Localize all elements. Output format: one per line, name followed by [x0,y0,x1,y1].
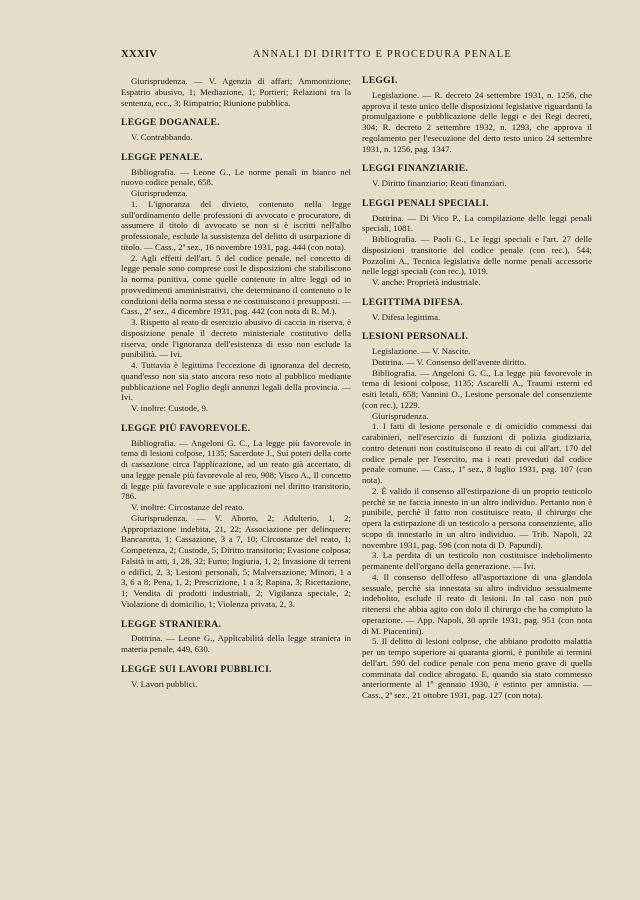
index-entry: V. inoltre: Circostanze del reato. [131,502,245,512]
index-entry: 2. Agli effetti dell'art. 5 del codice penale, nel concetto di legge penale sono comprese così le disposizioni che stabiliscono la norma punitiva, come quelle contenute in altre leggi od in provvedimenti amministrativi, che determinano il contenuto o le condizioni della norma stessa e ne costituiscono i presupposti. — Cass., 2ª sez., 4 dicembre 1931, pag. 442 (con nota di R. M.). [121,252,351,317]
index-entry: 4. Il consenso dell'offeso all'asportazione di una glandola sessuale, perchè sia innestata su altro individuo sessualmente indebolito, esclude il reato di lesioni. In tal caso non può ritenersi che abbia agito con dolo il chirurgo che ha compiuto la operazione. — App. Napoli, 30 aprile 1931, pag. 951 (con nota di M. Piacentini). [362,571,592,636]
index-heading: LEGGI PENALI SPECIALI. [362,197,489,209]
index-heading: LEGGE PIÙ FAVOREVOLE. [121,422,251,434]
index-entry: V. inoltre: Custode, 9. [131,403,209,413]
index-entry: Bibliografia. — Angeloni G. C., La legge più favorevole in tema di lesioni colpose, 1135; Sacerdote J., Sui poteri della corte di cassazione circa l'applicazione, ad un reato già accertato, di una legge penale più favorevole al reo, 908; Visco A., Il concetto di legge più favorevole e sue applicazioni nel diritto transitorio, 786. [121,437,351,502]
page-number: XXXIV [121,49,158,60]
index-entry: V. Diritto finanziario; Reati finanziari. [372,178,507,188]
index-entry: Dottrina. — Leone G., Applicabilità della legge straniera in materia penale, 449, 630. [121,633,351,654]
index-entry: Bibliografia. — Paoli G., Le leggi speciali e l'art. 27 delle disposizioni transitorie del codice penale (con rec.), 544; Pozzolini A., Tecnica legislativa delle norme penali accessorie nelle leggi speciali (con rec.), 1019. [362,234,592,277]
index-heading: LEGGE SUI LAVORI PUBBLICI. [121,663,272,675]
index-entry: Dottrina. — Di Vico P., La compilazione delle leggi penali speciali, 1081. [362,212,592,234]
index-entry: 1. I fatti di lesione personale e di omicidio commessi dai carabinieri, nell'esercizio di funzioni di polizia giudiziaria, contro detenuti non costituiscono il reato di cui all'art. 170 del codice penale per l'esercito, ma i reati preveduti dal codice penale comune. — Cass., 1ª sez., 8 luglio 1931, pag. 107 (con nota). [362,421,592,485]
index-entry: 1. L'ignoranza del divieto, contenuto nella legge sull'ordinamento delle professioni di avvocato e procuratore, di assumere il titolo di avvocato se non si è iscritti nell'albo professionale, esclude la sussistenza del delitto di usurpazione di titolo. — Cass., 2ª sez., 16 novembre 1931, pag. 444 (con nota). [121,198,351,252]
index-entry: Giurisprudenza. [131,188,188,198]
index-entry: V. Lavori pubblici. [131,678,198,689]
index-entry: Giurisprudenza. — V. Aborto, 2; Adulterio, 1, 2; Appropriazione indebita, 21, 22; Associazione per delinquere; Bancarotta, 1; Cassazione, 3 a 7, 10; Circostanze del reato, 1; Competenza, 2; Custode, 5; Diritto transitorio; Evasione colposa; Falsità in atti, 1, 28, 32; Furto; Ingiuria, 1, 2; Invasione di terreni o edifici, 2, 3; Lesioni personali, 5; Malversazione; Minori, 1 a 3, 6 a 8; Pena, 1, 2; Prescrizione, 1 a 3; Rapina, 3; Ricettazione, 1; Vendita di prodotti industriali, 2; Vigilanza speciale, 2; Violazione di domicilio, 1; Violenza privata, 2, 3. [121,512,351,609]
index-entry: V. anche: Proprietà industriale. [372,277,481,287]
index-entry: Giurisprudenza. [372,410,429,421]
index-entry: 2. È valido il consenso all'estirpazione di un proprio testicolo perchè se ne faccia innesto in un altro individuo. Pertanto non è punibile, perchè il fatto non costituisce reato, il chirurgo che opera la estirpazione di un testicolo a persona consenziente, allo scopo di innestarlo in un altro individuo. — Trib. Napoli, 22 novembre 1931, pag. 596 (con nota di D. Papundi). [362,485,592,550]
index-heading: LEGGE PENALE. [121,151,203,163]
index-entry: 4. Tuttavia è legittima l'eccezione di ignoranza del decreto, quand'esso non sia stato ancora reso noto al pubblico mediante pubblicazione nel Foglio degli annunzi legali della provincia. — Ivi. [121,360,351,403]
index-entry: 5. Il delitto di lesioni colpose, che abbiano prodotto malattia per un tempo superiore ai quaranta giorni, è punibile ai termini dell'art. 590 del codice penale con pena meno grave di quella comminata dal codice abrogato. E, quando sia stato commesso anteriormente al 1º gennaio 1930, è estinto per amnistia. — Cass., 2ª sez., 21 ottobre 1931, pag. 127 (con nota). [362,636,592,700]
index-entry: V. Contrabbando. [131,132,193,142]
index-heading: LESIONI PERSONALI. [362,331,469,343]
index-entry: Giurisprudenza. — V. Agenzia di affari; Ammonizione; Espatrio abusivo, 1; Mediazione, 1; Portieri; Relazioni tra la sentenza, ecc., 3; Rimpatrio; Riunione pubblica. [121,76,351,108]
index-heading: LEGGE STRANIERA. [121,618,222,630]
index-entry: Bibliografia. — Angeloni G. C., La legge più favorevole in tema di lesioni colpose, 1135; Ascarelli A., Traumi esterni ed esiti letali, 658; Vannini O., Lesione personale del consenziente (con rec.), 1229. [362,367,592,410]
index-heading: LEGGI FINANZIARIE. [362,163,469,175]
index-heading: LEGITTIMA DIFESA. [362,296,464,308]
index-entry: 3. Rispetto al reato di esercizio abusivo di caccia in riserva, è disposizione penale il decreto ministeriale costitutivo della riserva, onde l'ignoranza dell'esistenza di esso non esclude la punibilità. — Ivi. [121,317,351,360]
index-entry: Bibliografia. — Leone G., Le norme penali in bianco nel nuovo codice penale, 658. [121,166,351,188]
running-title: ANNALI DI DIRITTO E PROCEDURA PENALE [252,49,512,60]
index-entry: 3. La perdita di un testicolo non costituisce indebolimento permanente dell'organo della generazione. — Ivi. [362,550,592,571]
index-entry: Dottrina. — V. Consenso dell'avente diritto. [372,356,527,367]
index-entry: Legislazione. — V. Nascite. [372,346,471,356]
left-column [121,76,351,689]
index-entry: V. Difesa legittima. [372,311,441,322]
index-heading: LEGGE DOGANALE. [121,117,220,129]
index-entry: Legislazione. — R. decreto 24 settembre 1931, n. 1256, che approva il testo unico delle disposizioni legislative riguardanti la promulgazione e pubblicazione delle leggi e dei Regi decreti, 304; R. decreto 2 settembre 1932, n. 1293, che approva il regolamento per l'esecuzione del detto testo unico 24 settembre 1931, n. 1256, pag. 1347. [362,89,592,154]
index-heading: LEGGI. [362,75,398,86]
right-column [362,76,592,701]
running-header [121,49,512,60]
